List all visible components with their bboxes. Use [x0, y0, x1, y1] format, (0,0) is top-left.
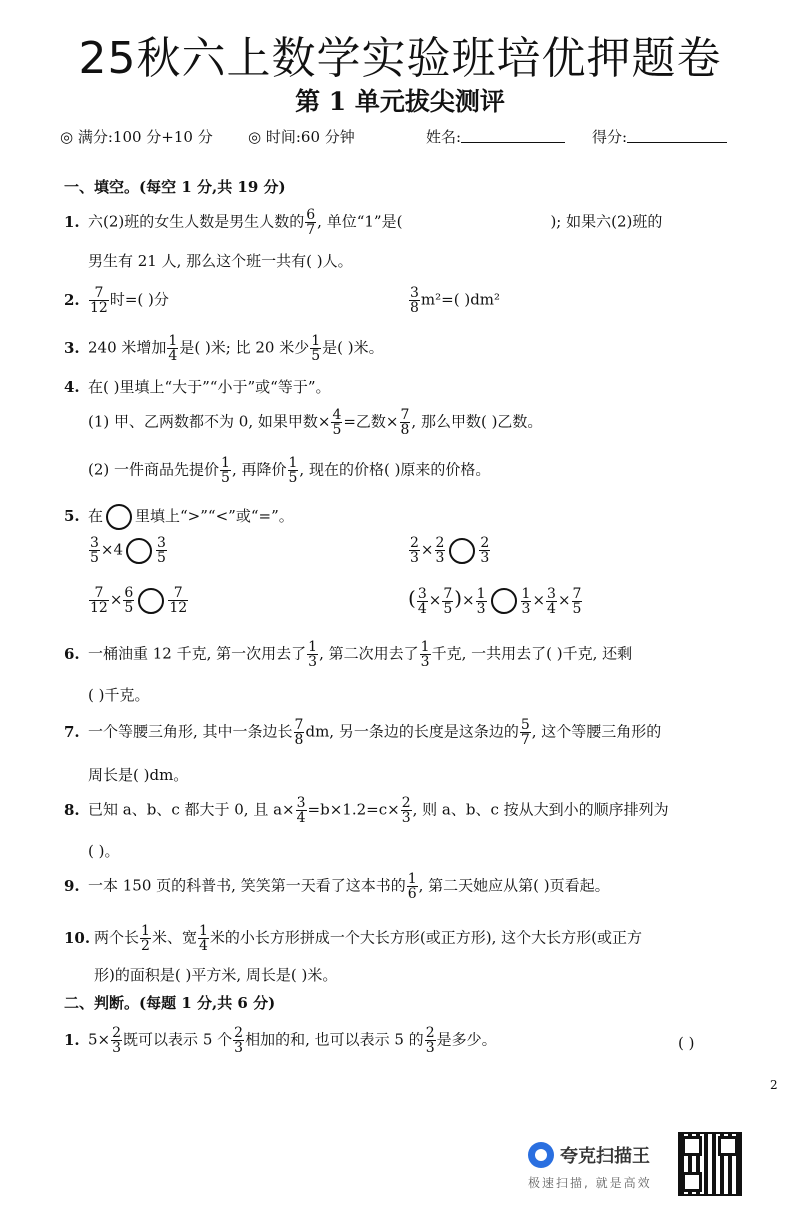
question-4: 4. 在( )里填上“大于”“小于”或“等于”。: [64, 378, 331, 396]
q5-expr-3: $\frac{7}{12}$ × $\frac{6}{5}$ $\frac{7}{12}$: [90, 585, 188, 616]
time-limit: ◎ 时间:60 分钟: [248, 128, 355, 146]
question-10-line2: 形)的面积是( )平方米, 周长是( )米。: [94, 966, 338, 984]
question-3: 3. 240 米增加 $\frac{1}{4}$ 是( )米; 比 20 米少 $\frac{1}{5}$ 是( )米。: [64, 333, 384, 364]
section1-heading: 一、填空。(每空 1 分,共 19 分): [64, 178, 286, 196]
name-blank: [461, 126, 565, 143]
name-label: 姓名:: [426, 128, 462, 146]
full-score: ◎ 满分:100 分+10 分: [60, 128, 213, 146]
exam-title: 25秋六上数学实验班培优押题卷: [78, 33, 722, 84]
question-4-sub2: (2) 一件商品先提价 $\frac{1}{5}$ , 再降价 $\frac{1}{5}$ , 现在的价格( )原来的价格。: [88, 455, 491, 486]
exam-subtitle: 第 1 单元拔尖测评: [295, 87, 505, 116]
score-blank: [627, 126, 727, 143]
question-6-line2: ( )千克。: [88, 686, 150, 704]
judge-question-1: 1. 5× $\frac{2}{3}$ 既可以表示 5 个 $\frac{2}{3}$ 相加的和, 也可以表示 5 的 $\frac{2}{3}$ 是多少。: [64, 1025, 497, 1056]
score-label: 得分:: [592, 128, 628, 146]
scanner-slogan: 极速扫描, 就是高效: [528, 1176, 652, 1190]
compare-circle-icon[interactable]: [491, 588, 517, 614]
question-9: 9. 一本 150 页的科普书, 笑笑第一天看了这本书的 $\frac{1}{6}$ , 第二天她应从第( )页看起。: [64, 871, 610, 902]
compare-circle-icon[interactable]: [126, 538, 152, 564]
compare-circle-icon: [106, 504, 132, 530]
q5-expr-2: $\frac{2}{3}$ × $\frac{2}{3}$ $\frac{2}{3}$: [410, 535, 490, 566]
question-7-line2: 周长是( )dm。: [88, 766, 189, 784]
question-2-part-b: $\frac{3}{8}$ m²=( )dm²: [410, 285, 501, 316]
question-8: 8. 已知 a、b、c 都大于 0, 且 a× $\frac{3}{4}$ =b×1.2=c× $\frac{2}{3}$ , 则 a、b、c 按从大到小的顺序排列为: [64, 795, 669, 826]
question-7: 7. 一个等腰三角形, 其中一条边长 $\frac{7}{8}$ dm, 另一条边的长度是这条边的 $\frac{5}{7}$ , 这个等腰三角形的: [64, 717, 662, 748]
score-field: [592, 126, 627, 147]
judge-answer-paren[interactable]: ( ): [678, 1034, 695, 1052]
compare-circle-icon[interactable]: [138, 588, 164, 614]
question-1-line2: 男生有 21 人, 那么这个班一共有( )人。: [88, 252, 353, 270]
compare-circle-icon[interactable]: [449, 538, 475, 564]
question-5: 5. 在 里填上“>”“<”或“=”。: [64, 504, 294, 530]
scanner-watermark: [528, 1140, 798, 1200]
scanner-logo-icon: [528, 1142, 554, 1168]
page-number: 2: [770, 1078, 778, 1092]
qr-code-icon: [678, 1132, 742, 1196]
name-field: [426, 126, 461, 147]
q5-expr-1: $\frac{3}{5}$ ×4 $\frac{3}{5}$: [90, 535, 166, 566]
question-8-line2: ( )。: [88, 842, 120, 860]
question-4-sub1: (1) 甲、乙两数都不为 0, 如果甲数× $\frac{4}{5}$ =乙数× $\frac{7}{8}$ , 那么甲数( )乙数。: [88, 407, 543, 438]
q5-expr-4: ( $\frac{3}{4}$ × $\frac{7}{5}$ )× $\frac{1}{3}$ $\frac{1}{3}$ × $\frac{3}{4}$ × $\frac{7}{5}$: [408, 585, 582, 617]
question-2: 2. $\frac{7}{12}$ 时=( )分: [64, 285, 169, 316]
question-1: 1. 六(2)班的女生人数是男生人数的 $\frac{6}{7}$ , 单位“1”是( ); 如果六(2)班的: [64, 207, 663, 238]
scanner-brand: 夸克扫描王: [560, 1146, 650, 1167]
question-10: 10. 两个长 $\frac{1}{2}$ 米、宽 $\frac{1}{4}$ 米的小长方形拼成一个大长方形(或正方形), 这个大长方形(或正方: [64, 923, 642, 954]
section2-heading: 二、判断。(每题 1 分,共 6 分): [64, 994, 276, 1012]
question-6: 6. 一桶油重 12 千克, 第一次用去了 $\frac{1}{3}$ , 第二次用去了 $\frac{1}{3}$ 千克, 一共用去了( )千克, 还剩: [64, 639, 633, 670]
